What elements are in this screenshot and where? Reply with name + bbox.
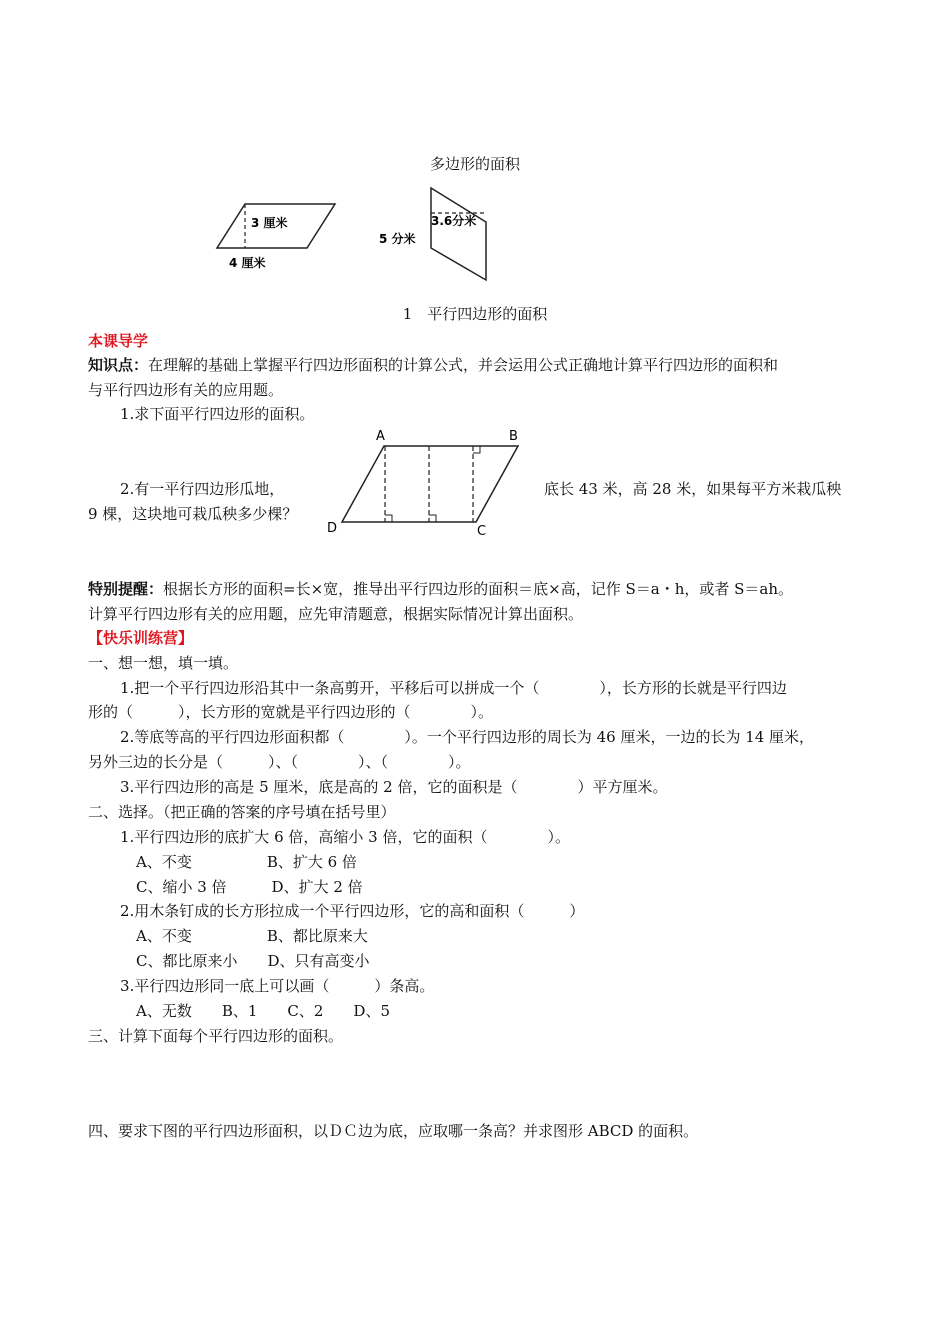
right-angle-mark bbox=[473, 446, 480, 453]
guide-question-1: 1.求下面平行四边形的面积。 bbox=[120, 405, 315, 423]
base-label: 4 厘米 bbox=[229, 256, 266, 270]
vertex-b-label: B bbox=[509, 429, 518, 444]
part2-q2-options-cd: C、都比原来小 D、只有高变小 bbox=[136, 952, 370, 970]
special-tip bbox=[88, 578, 793, 599]
part1-q3: 3.平行四边形的高是 5 厘米，底是高的 2 倍，它的面积是（ ）平方厘米。 bbox=[120, 778, 668, 796]
part2-q2: 2.用木条钉成的长方形拉成一个平行四边形，它的高和面积（ ） bbox=[120, 902, 585, 920]
guide-question-2-part1: 2.有一平行四边形瓜地， bbox=[120, 480, 285, 498]
part2-q1: 1.平行四边形的底扩大 6 倍，高缩小 3 倍，它的面积（ ）。 bbox=[120, 828, 570, 846]
guide-question-2-cont: 9 棵，这块地可栽瓜秧多少棵？ bbox=[88, 505, 298, 523]
part3-title: 三、计算下面每个平行四边形的面积。 bbox=[88, 1027, 344, 1045]
guide-question-2-part2: 底长 43 米，高 28 米，如果每平方米栽瓜秧 bbox=[544, 480, 842, 498]
parallelogram-outline bbox=[431, 188, 486, 280]
training-heading: 【快乐训练营】 bbox=[88, 629, 194, 647]
abcd-parallelogram-diagram bbox=[322, 426, 532, 538]
parallelogram-figure-2 bbox=[375, 182, 505, 287]
vertex-d-label: D bbox=[327, 521, 338, 536]
right-angle-mark bbox=[385, 515, 392, 522]
parallelogram-figure-1 bbox=[205, 195, 345, 275]
part2-q3-options: A、无数 B、1 C、2 D、5 bbox=[136, 1002, 390, 1020]
height-label: 3 厘米 bbox=[251, 216, 288, 230]
part4-title: 四、要求下图的平行四边形面积，以ＤＣ边为底，应取哪一条高？并求图形 ABCD 的面积。 bbox=[88, 1122, 699, 1140]
section-title: 1 平行四边形的面积 bbox=[402, 305, 548, 323]
vertex-a-label: A bbox=[376, 429, 385, 444]
part2-title: 二、选择。（把正确的答案的序号填在括号里） bbox=[88, 803, 396, 821]
knowledge-text: 在理解的基础上掌握平行四边形面积的计算公式，并会运用公式正确地计算平行四边形的面积和 bbox=[148, 356, 779, 374]
tip-text-cont: 计算平行四边形有关的应用题，应先审清题意，根据实际情况计算出面积。 bbox=[88, 605, 584, 623]
abcd-outline bbox=[342, 446, 518, 522]
height-label: 3.6分米 bbox=[431, 214, 477, 228]
part1-q1-cont: 形的（ ），长方形的宽就是平行四边形的（ ）。 bbox=[88, 703, 494, 721]
part2-q2-options-ab: A、不变 B、都比原来大 bbox=[136, 927, 368, 945]
guide-heading: 本课导学 bbox=[88, 332, 149, 350]
knowledge-point bbox=[88, 354, 778, 375]
tip-label: 特别提醒： bbox=[88, 580, 164, 598]
vertex-c-label: C bbox=[477, 524, 487, 538]
part2-q3: 3.平行四边形同一底上可以画（ ）条高。 bbox=[120, 977, 435, 995]
part1-q1: 1.把一个平行四边形沿其中一条高剪开，平移后可以拼成一个（ ），长方形的长就是平行四边 bbox=[120, 679, 787, 697]
part2-q1-options-cd: C、缩小 3 倍 D、扩大 2 倍 bbox=[136, 878, 363, 896]
part2-q1-options-ab: A、不变 B、扩大 6 倍 bbox=[136, 853, 357, 871]
right-angle-mark bbox=[429, 515, 436, 522]
part1-q2-cont: 另外三边的长分是（ ）、（ ）、（ ）。 bbox=[88, 753, 471, 771]
knowledge-text-cont: 与平行四边形有关的应用题。 bbox=[88, 381, 284, 399]
part1-title: 一、想一想，填一填。 bbox=[88, 654, 239, 672]
page-title: 多边形的面积 bbox=[429, 155, 520, 173]
knowledge-label: 知识点： bbox=[88, 356, 149, 374]
side-label: 5 分米 bbox=[379, 232, 416, 246]
part1-q2: 2.等底等高的平行四边形面积都（ ）。一个平行四边形的周长为 46 厘米，一边的长为 14 厘米， bbox=[120, 728, 815, 746]
tip-text: 根据长方形的面积=长×宽，推导出平行四边形的面积＝底×高，记作 S＝a・h，或者 S＝ah。 bbox=[163, 580, 794, 598]
